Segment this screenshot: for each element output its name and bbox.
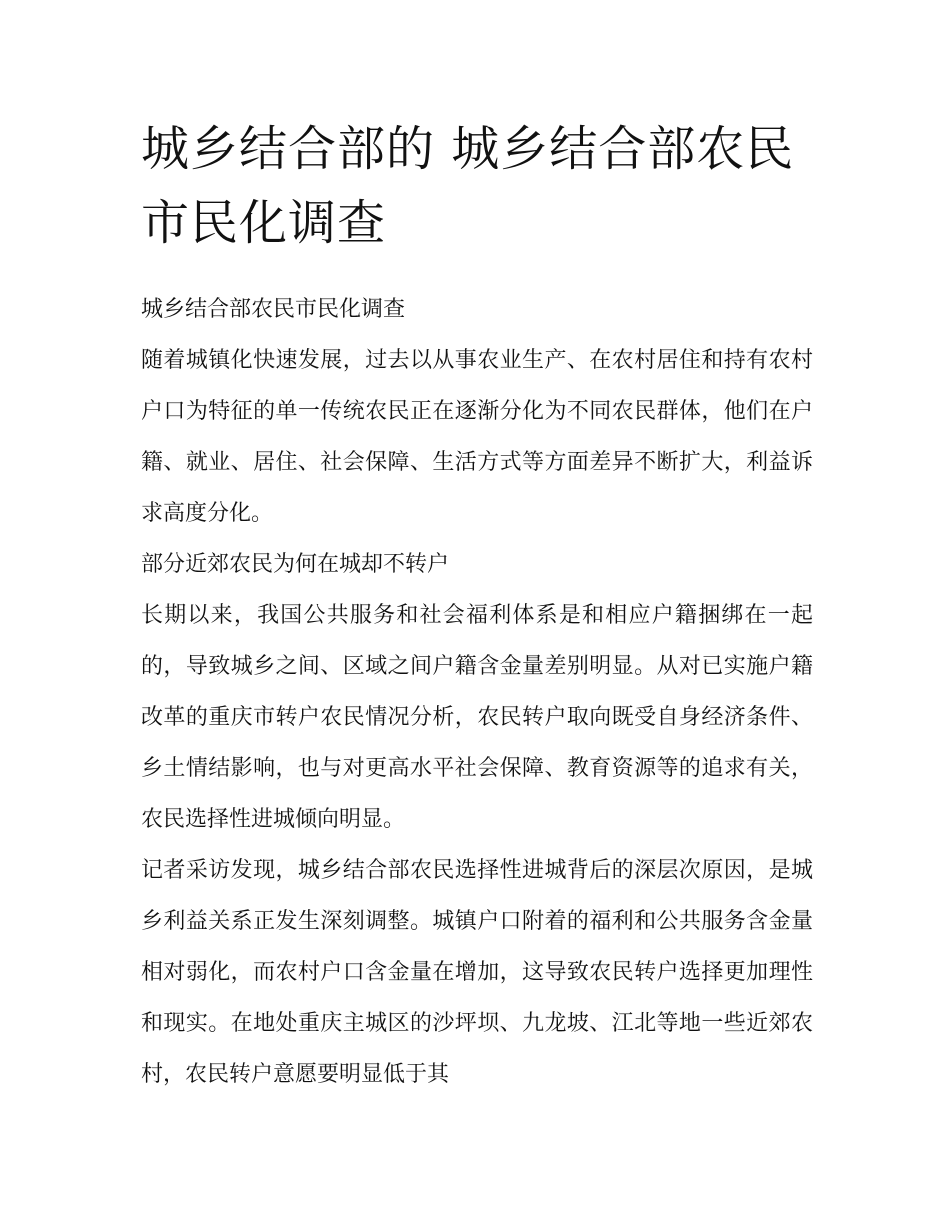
- body-paragraph: 记者采访发现，城乡结合部农民选择性进城背后的深层次原因，是城乡利益关系正发生深刻调整。城镇户口附着的福利和公共服务含金量相对弱化，而农村户口含金量在增加，这导致农民转户选择更加理性和现实。在地处重庆主城区的沙坪坝、九龙坡、江北等地一些近郊农村，农民转户意愿要明显低于其: [141, 858, 813, 1087]
- document-title: 城乡结合部的 城乡结合部农民市民化调查: [141, 121, 795, 251]
- body-paragraph: 随着城镇化快速发展，过去以从事农业生产、在农村居住和持有农村户口为特征的单一传统农民正在逐渐分化为不同农民群体，他们在户籍、就业、居住、社会保障、生活方式等方面差异不断扩大，利益诉求高度分化。: [141, 348, 813, 526]
- section-heading: 部分近郊农民为何在城却不转户: [141, 552, 450, 577]
- body-paragraph: 长期以来，我国公共服务和社会福利体系是和相应户籍捆绑在一起的，导致城乡之间、区域之间户籍含金量差别明显。从对已实施户籍改革的重庆市转户农民情况分析，农民转户取向既受自身经济条件、乡土情结影响，也与对更高水平社会保障、教育资源等的追求有关，农民选择性进城倾向明显。: [141, 603, 813, 832]
- document-page: [141, 112, 813, 1100]
- section-heading: 城乡结合部农民市民化调查: [141, 297, 406, 322]
